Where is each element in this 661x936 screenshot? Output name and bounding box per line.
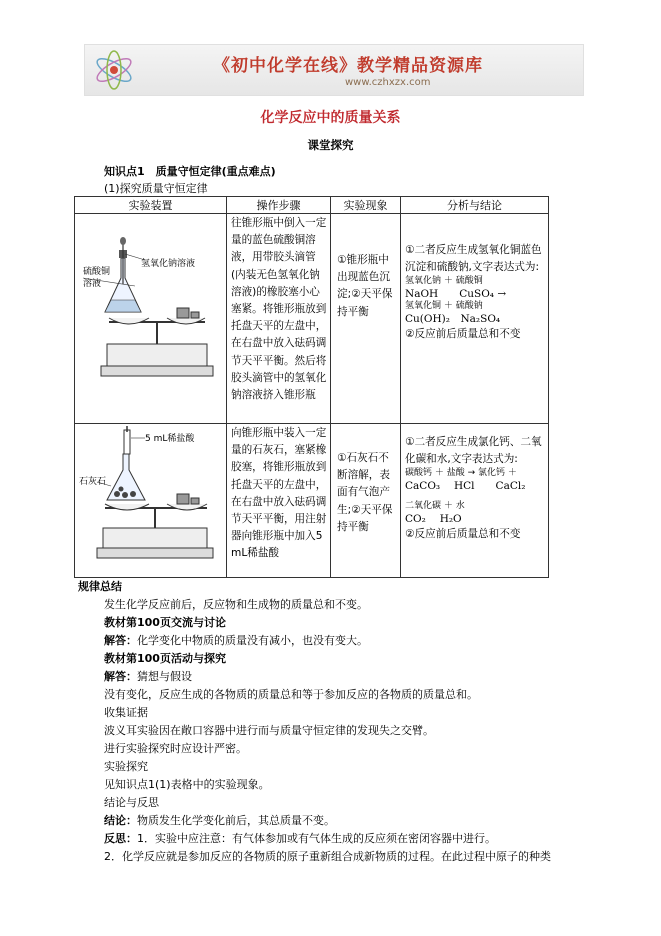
equation-formula-1: CaCO₃ HCl CaCl₂ [405,480,526,493]
section-title: 课堂探究 [307,138,354,152]
header-apparatus: 实验装置 [75,197,227,214]
evidence-heading: 收集证据 [104,706,148,719]
analysis-intro: ①二者反应生成氯化钙、二氧化碳和水,文字表达式为: [405,436,542,466]
conclusion-line [104,812,335,829]
steps-text: 往锥形瓶中倒入一定量的蓝色硫酸铜溶液，用带胶头滴管(内装无色氢氧化钠溶液)的橡胶塞小心塞紧。将锥形瓶放到托盘天平的左盘中，在右盘中放入砝码调节天平平衡。然后将胶头滴管中的氢氧化钠溶液挤入锥形瓶 [231,217,327,402]
apparatus-cell [75,424,227,578]
banner-url: www.czhxzx.com [345,77,431,88]
analysis-intro: ①二者反应生成氢氧化铜蓝色沉淀和硫酸钠,文字表达式为: [405,244,542,274]
answer-1-text: 化学变化中物质的质量没有减小，也没有变大。 [137,634,368,647]
header-banner [84,44,584,96]
reflection-line-text: 1．实验中应注意：有气体参加或有气体生成的反应须在密闭容器中进行。 [137,832,496,845]
answer-2 [104,668,192,685]
experiment-table [74,196,549,578]
equation-formula-2: CO₂ H₂O [405,513,462,526]
answer-2-text: 猜想与假设 [137,670,192,683]
label-solution: 溶液 [83,279,102,289]
evidence-text-2: 进行实验探究时应设计严密。 [104,742,247,755]
conclusion-text: ②反应前后质量总和不变 [405,328,521,341]
balance-apparatus-2 [75,424,225,576]
hypothesis-text: 没有变化，反应生成的各物质的质量总和等于参加反应的各物质的质量总和。 [104,688,478,701]
label-hcl: 5 mL稀盐酸 [145,434,195,444]
rule-heading: 规律总结 [78,580,122,593]
conclusion-text: ②反应前后质量总和不变 [405,528,521,541]
reflect-heading: 结论与反思 [104,796,159,809]
table-header-row [75,197,549,214]
page-title: 化学反应中的质量关系 [260,110,401,126]
point-2-text: 2．化学反应就是参加反应的各物质的原子重新组合成新物质的过程。在此过程中原子的种类 [104,850,551,863]
explore-heading: 实验探究 [104,760,148,773]
answer-label: 解答： [104,634,137,647]
apparatus-cell [75,214,227,424]
label-naoh-solution: 氢氧化钠溶液 [141,259,196,269]
equation-words-1: 氢氧化钠 ＋ 硫酸铜 [405,276,483,287]
header-steps: 操作步骤 [227,197,331,214]
table-row [75,214,549,424]
equation-formula-1: NaOH CuSO₄ → [405,288,507,301]
header-observation: 实验现象 [331,197,401,214]
evidence-text-1: 波义耳实验因在敞口容器中进行而与质量守恒定律的发现失之交臂。 [104,724,434,737]
reflection-label: 反思： [104,832,137,845]
atom-logo-icon [91,47,137,93]
equation-formula-2: Cu(OH)₂ Na₂SO₄ [405,313,501,326]
equation-words-2: 氢氧化铜 ＋ 硫酸钠 [405,301,483,312]
equation-words-1: 碳酸钙 ＋ 盐酸 → 氯化钙 ＋ [405,468,517,479]
observation-text: ①锥形瓶中出现蓝色沉淀;②天平保持平衡 [337,254,393,318]
equation-words-2: 二氧化碳 ＋ 水 [405,501,465,512]
label-copper-sulfate: 硫酸铜 [83,267,111,277]
steps-text: 向锥形瓶中装入一定量的石灰石，塞紧橡胶塞，将锥形瓶放到托盘天平的左盘中，在右盘中放入砝码调节天平平衡，用注射器向锥形瓶中加入5 mL稀盐酸 [231,427,327,560]
observation-text: ①石灰石不断溶解，表面有气泡产生;②天平保持平衡 [337,452,393,533]
knowledge-point-heading: 知识点1 质量守恒定律(重点难点) [104,165,276,178]
reflection-line [104,830,496,847]
conclusion-line-text: 物质发生化学变化前后，其总质量不变。 [137,814,335,827]
balance-apparatus-1 [75,214,225,422]
header-analysis: 分析与结论 [401,197,549,214]
answer-1 [104,632,368,649]
conclusion-label: 结论： [104,814,137,827]
knowledge-point-subheading: (1)探究质量守恒定律 [104,182,208,195]
banner-title: 《初中化学在线》教学精品资源库 [213,56,483,76]
answer-label: 解答： [104,670,137,683]
table-row [75,424,549,578]
rule-text: 发生化学反应前后，反应物和生成物的质量总和不变。 [104,598,368,611]
textbook-heading-1: 教材第100页交流与讨论 [104,616,226,629]
explore-text: 见知识点1(1)表格中的实验现象。 [104,778,270,791]
label-limestone: 石灰石 [79,477,107,487]
textbook-heading-2: 教材第100页活动与探究 [104,652,226,665]
